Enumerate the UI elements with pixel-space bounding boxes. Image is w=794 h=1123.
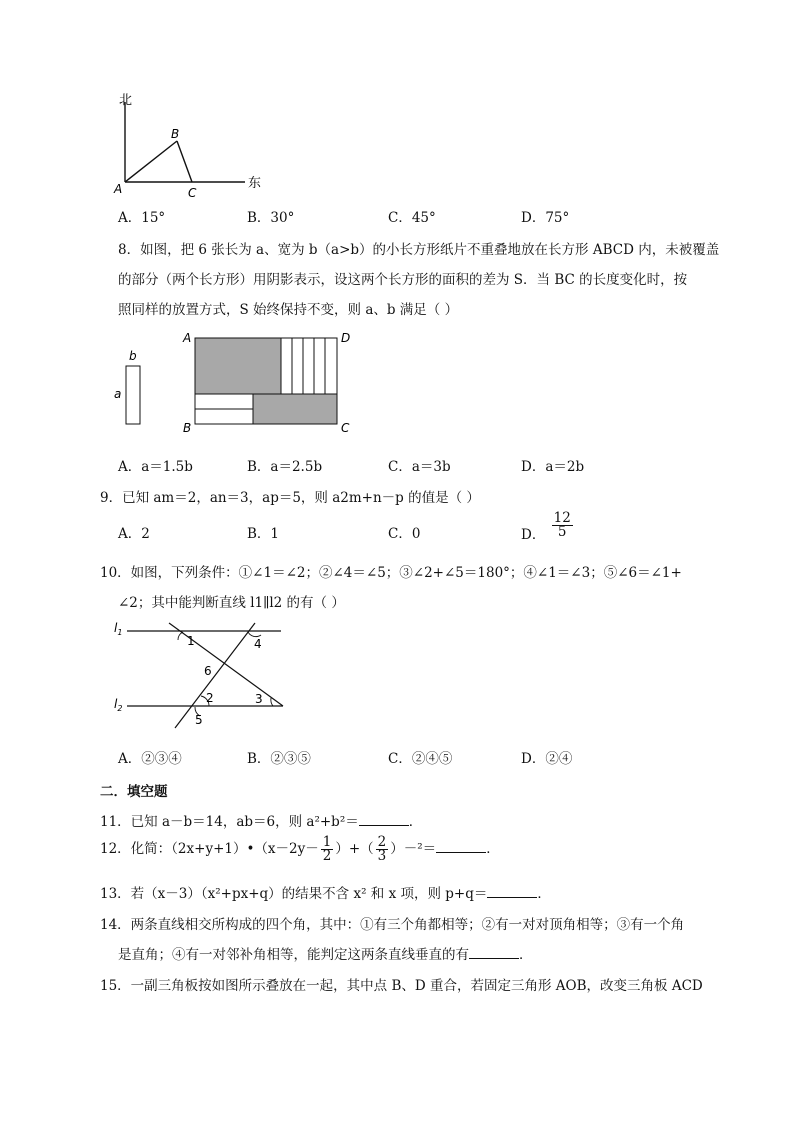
- q13-answer-blank[interactable]: [487, 885, 537, 898]
- angle-5-label: 5: [195, 713, 203, 727]
- figure-q8: [105, 328, 365, 440]
- q11: [100, 810, 422, 830]
- angle-3-label: 3: [255, 692, 263, 706]
- q10-text-line1: 10．如图，下列条件：①∠1＝∠2；②∠4＝∠5；③∠2+∠5＝180°；④∠1＝∠3；⑤∠6＝∠1+: [100, 565, 682, 581]
- q14-period: ．: [519, 947, 533, 963]
- q11-answer-blank[interactable]: [359, 813, 409, 826]
- point-c-label: C: [188, 186, 197, 200]
- label-B: B: [183, 421, 192, 435]
- q12-fraction-1: [321, 836, 334, 863]
- angle-6-label: 6: [204, 664, 212, 678]
- fraction-denominator: 2: [322, 848, 332, 864]
- q7-option-d[interactable]: D．75°: [521, 210, 570, 226]
- point-b-label: B: [171, 127, 180, 141]
- angle-4-label: 4: [254, 637, 262, 651]
- q7-option-b[interactable]: B．30°: [247, 210, 295, 226]
- q7-option-c[interactable]: C．45°: [388, 210, 436, 226]
- q12-text-pre: 12．化简：（2x+y+1）•（x－2y－: [100, 841, 319, 857]
- q8-option-d[interactable]: D．a＝2b: [521, 459, 585, 475]
- q9-option-d[interactable]: [521, 510, 575, 543]
- point-a-label: A: [114, 182, 123, 196]
- fraction-numerator: 1: [322, 834, 332, 850]
- q14-answer-blank[interactable]: [469, 946, 519, 959]
- q8-option-a[interactable]: A．a＝1.5b: [118, 459, 193, 475]
- q9-option-d-letter: D．: [521, 527, 546, 543]
- q14-line2: [118, 943, 533, 963]
- north-label: 北: [119, 93, 133, 108]
- fraction-denominator: 3: [377, 848, 387, 864]
- q13-text: 13．若（x－3）（x²+px+q）的结果不含 x² 和 x 项，则 p+q＝: [100, 886, 488, 902]
- q8-text-line1: 8．如图，把 6 张长为 a、宽为 b（a>b）的小长方形纸片不重叠地放在长方形 ABCD 内，未被覆盖: [118, 242, 720, 258]
- q12-text-post: ）－²＝: [390, 841, 437, 857]
- q14-text-line2: 是直角；④有一对邻补角相等，能判定这两条直线垂直的有: [118, 947, 469, 963]
- q7-option-a[interactable]: A．15°: [118, 210, 166, 226]
- q15-text: 15．一副三角板按如图所示叠放在一起，其中点 B、D 重合，若固定三角形 AOB，改变三角板 ACD: [100, 978, 703, 994]
- q12-text-mid: ）+（: [335, 841, 374, 857]
- label-a: a: [114, 387, 122, 401]
- q13-period: ．: [537, 886, 551, 902]
- q12-period: ．: [486, 841, 500, 857]
- q9-text: 9．已知 am＝2，an＝3，ap＝5，则 a2m+n－p 的值是（ ）: [100, 490, 480, 506]
- q10-option-c[interactable]: C．②④⑤: [388, 751, 453, 767]
- q11-text: 11．已知 a－b＝14，ab＝6，则 a²+b²＝: [100, 814, 359, 830]
- label-A: A: [183, 331, 192, 345]
- q12: [100, 836, 500, 863]
- q10-option-d[interactable]: D．②④: [521, 751, 573, 767]
- angle-1-label: 1: [187, 634, 195, 648]
- line-l2-label: $l_2$: [114, 697, 123, 713]
- label-D: D: [341, 331, 351, 345]
- q9-option-a[interactable]: A．2: [118, 526, 150, 542]
- q10-option-b[interactable]: B．②③⑤: [247, 751, 311, 767]
- q10-option-a[interactable]: A．②③④: [118, 751, 182, 767]
- angle-2-label: 2: [206, 691, 214, 705]
- figure-q7: [105, 92, 275, 202]
- section-heading: 二．填空题: [100, 784, 168, 800]
- q13: [100, 882, 551, 902]
- q12-answer-blank[interactable]: [436, 840, 486, 853]
- q11-period: ．: [408, 814, 423, 830]
- q9-option-d-fraction: [552, 512, 573, 539]
- line-l1-label: $l_1$: [114, 621, 123, 637]
- label-C: C: [341, 421, 350, 435]
- fraction-denominator: 5: [557, 524, 567, 540]
- q8-text-line2: 的部分（两个长方形）用阴影表示，设这两个长方形的面积的差为 S．当 BC 的长度变化时，按: [118, 272, 688, 288]
- label-b: b: [129, 349, 137, 363]
- q9-option-b[interactable]: B．1: [247, 526, 280, 542]
- q8-option-b[interactable]: B．a＝2.5b: [247, 459, 323, 475]
- fraction-numerator: 2: [377, 834, 387, 850]
- q9-option-c[interactable]: C．0: [388, 526, 421, 542]
- figure-q10: [105, 618, 305, 730]
- q14-text-line1: 14．两条直线相交所构成的四个角，其中：①有三个角都相等；②有一对对顶角相等；③有一个角: [100, 917, 685, 933]
- q8-option-c[interactable]: C．a＝3b: [388, 459, 451, 475]
- q12-fraction-2: [376, 836, 389, 863]
- q8-text-line3: 照同样的放置方式，S 始终保持不变，则 a、b 满足（ ）: [118, 302, 459, 318]
- q10-text-line2: ∠2；其中能判断直线 l1∥l2 的有（ ）: [118, 595, 345, 611]
- fraction-numerator: 12: [553, 510, 571, 526]
- east-label: 东: [248, 176, 262, 191]
